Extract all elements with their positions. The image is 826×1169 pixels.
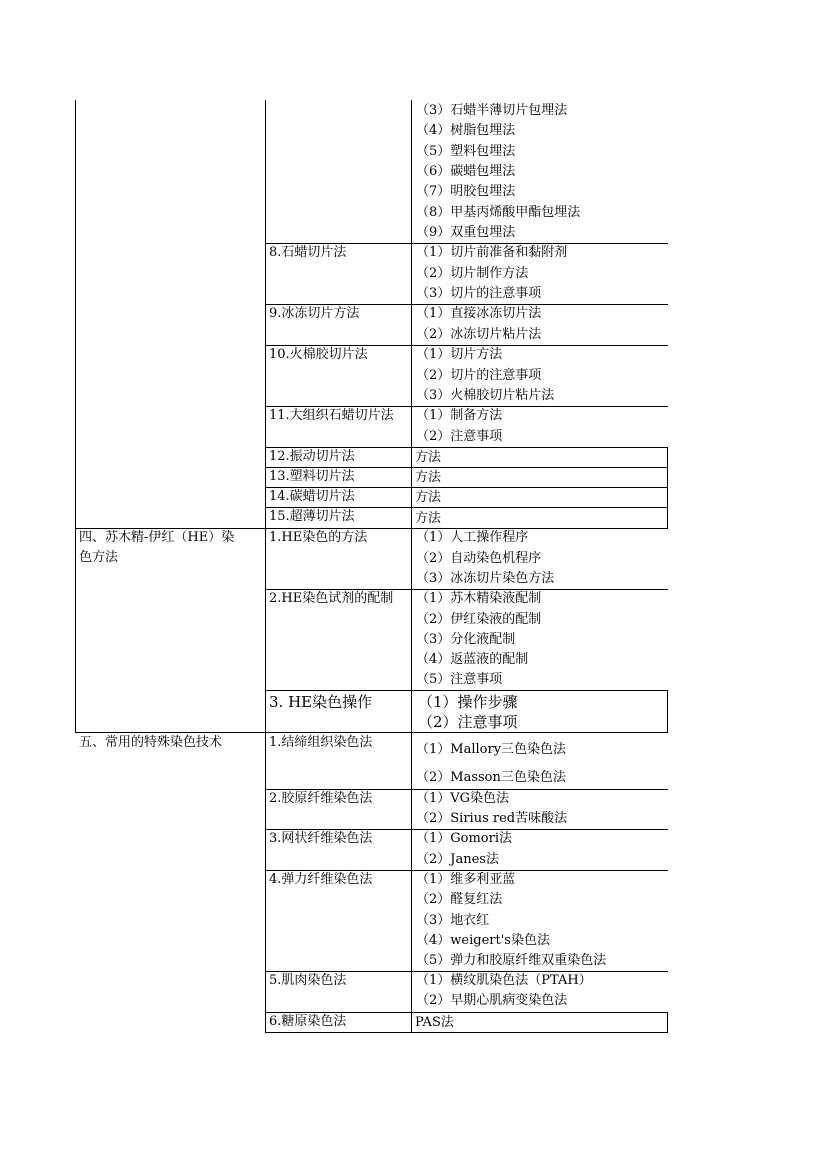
list-item: （3）石蜡半薄切片包埋法 xyxy=(416,103,568,118)
method-name: 2.胶原纤维染色法 xyxy=(269,791,373,806)
list-item: （1）Gomori法 xyxy=(416,831,513,846)
list-item: （2）Masson三色染色法 xyxy=(416,770,566,785)
method-name: 10.火棉胶切片法 xyxy=(269,347,368,362)
table-border-right-upper xyxy=(667,448,668,528)
list-item: （5）弹力和胶原纤维双重染色法 xyxy=(416,953,607,968)
method-name: 15.超薄切片法 xyxy=(269,509,355,524)
list-item: PAS法 xyxy=(415,1015,454,1030)
list-item: （1）切片方法 xyxy=(416,347,503,362)
table-border-bottom xyxy=(265,1032,668,1033)
method-name: 13.塑料切片法 xyxy=(269,469,355,484)
method-name: 4.弹力纤维染色法 xyxy=(269,872,373,887)
method-name: 1.HE染色的方法 xyxy=(269,530,368,545)
method-name: 9.冰冻切片方法 xyxy=(269,306,360,321)
list-item: （2）早期心肌病变染色法 xyxy=(416,993,568,1008)
method-name: 3.网状纤维染色法 xyxy=(269,831,373,846)
method-name: 8.石蜡切片法 xyxy=(269,245,347,260)
list-item: （1）维多利亚蓝 xyxy=(416,872,516,887)
list-item: （6）碳蜡包埋法 xyxy=(416,164,516,179)
section-title: 色方法 xyxy=(79,550,119,565)
list-item: （2）Sirius red苦味酸法 xyxy=(416,811,568,826)
list-item: （3）火棉胶切片粘片法 xyxy=(416,388,555,403)
list-item: 方法 xyxy=(415,511,442,526)
method-name: 14.碳蜡切片法 xyxy=(269,489,355,504)
list-item: （4）树脂包埋法 xyxy=(416,123,516,138)
table-column-divider-2 xyxy=(411,100,412,1033)
list-item: （1）Mallory三色染色法 xyxy=(416,742,567,757)
section-title: 四、苏木精-伊红（HE）染 xyxy=(79,530,235,545)
list-item: 方法 xyxy=(415,450,442,465)
list-item: （2）注意事项 xyxy=(416,429,503,444)
list-item: （1）人工操作程序 xyxy=(416,530,529,545)
table-column-divider-1 xyxy=(265,100,266,1033)
method-name: 6.糖原染色法 xyxy=(269,1014,347,1029)
list-item: （3）冰冻切片染色方法 xyxy=(416,571,555,586)
list-item: （2）伊红染液的配制 xyxy=(416,612,542,627)
list-item: （5）注意事项 xyxy=(416,672,503,687)
list-item: （1）制备方法 xyxy=(416,408,503,423)
list-item: （4）返蓝液的配制 xyxy=(416,652,529,667)
list-item: （1）VG染色法 xyxy=(416,791,510,806)
list-item: （3）分化液配制 xyxy=(416,632,516,647)
method-name: 1.结缔组织染色法 xyxy=(269,735,373,750)
table-border-left xyxy=(75,100,76,733)
list-item: （5）塑料包埋法 xyxy=(416,144,516,159)
method-name: 2.HE染色试剂的配制 xyxy=(269,591,394,606)
list-item: （2）Janes法 xyxy=(416,852,499,867)
list-item: （2）切片的注意事项 xyxy=(416,368,542,383)
list-item: （2）自动染色机程序 xyxy=(416,551,542,566)
method-name: 5.肌肉染色法 xyxy=(269,973,347,988)
list-item: （3）切片的注意事项 xyxy=(416,286,542,301)
list-item: （3）地衣红 xyxy=(416,913,490,928)
list-item: （9）双重包埋法 xyxy=(416,225,516,240)
method-name: 11.大组织石蜡切片法 xyxy=(269,408,394,423)
list-item: （8）甲基丙烯酸甲酯包埋法 xyxy=(416,205,581,220)
method-name: 3. HE染色操作 xyxy=(269,693,373,711)
list-item: （2）冰冻切片粘片法 xyxy=(416,327,542,342)
table-border-right-lower xyxy=(667,1012,668,1033)
table-border-right-he xyxy=(667,690,668,732)
list-item: （7）明胶包埋法 xyxy=(416,184,516,199)
list-item: 方法 xyxy=(415,470,442,485)
list-item: （2）注意事项 xyxy=(418,713,518,731)
list-item: （4）weigert's染色法 xyxy=(416,933,550,948)
list-item: （1）切片前准备和黏附剂 xyxy=(416,245,568,260)
list-item: 方法 xyxy=(415,490,442,505)
list-item: （2）切片制作方法 xyxy=(416,266,529,281)
list-item: （2）醛复红法 xyxy=(416,892,503,907)
list-item: （1）操作步骤 xyxy=(418,693,518,711)
section-title: 五、常用的特殊染色技术 xyxy=(79,735,223,750)
list-item: （1）横纹肌染色法（PTAH） xyxy=(416,973,592,988)
list-item: （1）直接冰冻切片法 xyxy=(416,306,542,321)
method-name: 12.振动切片法 xyxy=(269,449,355,464)
row-divider xyxy=(265,690,668,691)
list-item: （1）苏木精染液配制 xyxy=(416,591,542,606)
